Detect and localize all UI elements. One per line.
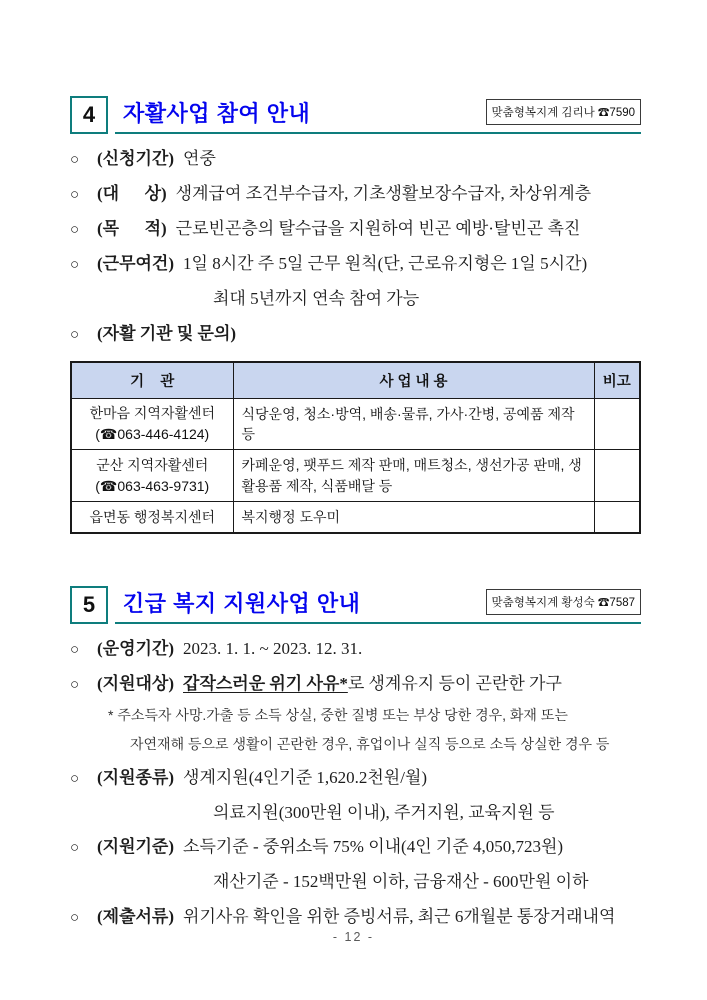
circle-bullet-icon: ○ xyxy=(70,677,80,694)
item-value: 의료지원(300만원 이내), 주거지원, 교육지원 등 xyxy=(213,802,555,822)
circle-bullet-icon: ○ xyxy=(70,910,80,927)
footnote-line: 자연재해 등으로 생활이 곤란한 경우, 휴업이나 실직 등으로 소득 상실한 경우 등 xyxy=(130,736,610,753)
circle-bullet-icon: ○ xyxy=(70,186,80,203)
item-value: 생계지원(4인기준 1,620.2천원/월) xyxy=(183,767,428,787)
section-4-title-rule xyxy=(115,96,641,134)
list-item-continuation xyxy=(204,288,641,311)
circle-bullet-icon: ○ xyxy=(70,770,80,787)
list-item xyxy=(70,638,641,661)
item-value: 근로빈곤층의 탈수급을 지원하여 빈곤 예방·탈빈곤 촉진 xyxy=(175,218,581,238)
table-header-row xyxy=(71,362,640,399)
organization-name: 군산 지역자활센터 xyxy=(96,456,209,473)
list-item xyxy=(70,253,641,276)
list-item xyxy=(70,767,641,790)
item-label: (지원종류) xyxy=(97,767,175,787)
item-value: 최대 5년까지 연속 참여 가능 xyxy=(213,288,420,308)
item-label: (자활 기관 및 문의) xyxy=(97,323,237,343)
item-label: (지원대상) xyxy=(97,674,175,694)
table-body xyxy=(71,398,640,533)
list-item-continuation xyxy=(204,802,641,825)
section-5-contact-badge: 맞춤형복지계 황성숙 ☎7587 xyxy=(486,589,641,615)
footnote-line: * 주소득자 사망.가출 등 소득 상실, 중한 질병 또는 부상 당한 경우, 화재 또는 xyxy=(108,706,568,723)
list-item xyxy=(70,148,641,171)
circle-bullet-icon: ○ xyxy=(70,221,80,238)
table-row xyxy=(71,501,640,533)
list-item xyxy=(70,906,641,929)
item-value: 생계급여 조건부수급자, 기초생활보장수급자, 차상위계층 xyxy=(175,183,592,203)
organization-name: 한마음 지역자활센터 xyxy=(89,405,216,422)
cell-organization xyxy=(71,450,233,502)
item-label: (지원기준) xyxy=(97,837,175,857)
item-label: (제출서류) xyxy=(97,907,175,927)
cell-organization xyxy=(71,398,233,450)
circle-bullet-icon: ○ xyxy=(70,256,80,273)
section-4-number-box: 4 xyxy=(70,96,108,134)
section-4-header xyxy=(70,96,641,134)
item-value xyxy=(183,673,562,696)
self-sufficiency-centers-table xyxy=(70,361,641,534)
cell-note xyxy=(594,501,640,533)
emphasized-crisis-phrase: 갑작스러운 위기 사유* xyxy=(183,674,348,694)
organization-phone: (☎063-446-4124) xyxy=(95,426,210,443)
list-item xyxy=(70,218,641,241)
page-number: - 12 - xyxy=(332,930,375,944)
circle-bullet-icon: ○ xyxy=(70,326,80,343)
section-5-number-box: 5 xyxy=(70,586,108,624)
organization-phone: (☎063-463-9731) xyxy=(95,478,210,495)
section-5-items xyxy=(70,638,641,929)
item-value: 재산기준 - 152백만원 이하, 금융재산 - 600만원 이하 xyxy=(213,872,589,892)
item-value: 연중 xyxy=(183,149,216,168)
section-5-header xyxy=(70,586,641,624)
list-item xyxy=(70,673,641,696)
item-value: 소득기준 - 중위소득 75% 이내(4인 기준 4,050,723원) xyxy=(183,837,564,857)
item-label: (근무여건) xyxy=(97,253,175,273)
section-4-title: 자활사업 참여 안내 xyxy=(123,101,311,126)
item-label: (신청기간) xyxy=(97,149,175,168)
list-item xyxy=(70,183,641,206)
section-5-title: 긴급 복지 지원사업 안내 xyxy=(123,591,361,617)
circle-bullet-icon: ○ xyxy=(70,840,80,857)
cell-organization xyxy=(71,501,233,533)
item-label: (운영기간) xyxy=(97,639,175,659)
section-5-title-rule xyxy=(115,586,641,624)
cell-note xyxy=(594,398,640,450)
item-value: 위기사유 확인을 위한 증빙서류, 최근 6개월분 통장거래내역 xyxy=(183,907,616,927)
circle-bullet-icon: ○ xyxy=(70,152,80,168)
cell-business: 식당운영, 청소·방역, 배송·물류, 가사·간병, 공예품 제작 등 xyxy=(233,398,594,450)
column-header-note: 비고 xyxy=(594,362,640,399)
cell-note xyxy=(594,450,640,502)
cell-business: 카페운영, 팻푸드 제작 판매, 매트청소, 생선가공 판매, 생활용품 제작, 식품배달 등 xyxy=(233,450,594,502)
section-4-contact-badge: 맞춤형복지계 김리나 ☎7590 xyxy=(486,99,641,125)
table-row xyxy=(71,450,640,502)
list-item-continuation xyxy=(204,871,641,894)
item-value-rest: 로 생계유지 등이 곤란한 가구 xyxy=(347,674,562,694)
table-row xyxy=(71,398,640,450)
item-label: (대 상) xyxy=(97,183,167,203)
list-item xyxy=(70,836,641,859)
section-4-items xyxy=(70,148,641,346)
item-value: 1일 8시간 주 5일 근무 원칙(단, 근로유지형은 1일 5시간) xyxy=(183,253,588,273)
column-header-business: 사 업 내 용 xyxy=(233,362,594,399)
table-head xyxy=(71,362,640,399)
circle-bullet-icon: ○ xyxy=(70,642,80,659)
item-value: 2023. 1. 1. ~ 2023. 12. 31. xyxy=(183,639,363,659)
column-header-organization: 기 관 xyxy=(71,362,233,399)
organization-name: 읍면동 행정복지센터 xyxy=(89,508,216,525)
cell-business: 복지행정 도우미 xyxy=(233,501,594,533)
list-item xyxy=(70,323,641,346)
item-label: (목 적) xyxy=(97,218,167,238)
